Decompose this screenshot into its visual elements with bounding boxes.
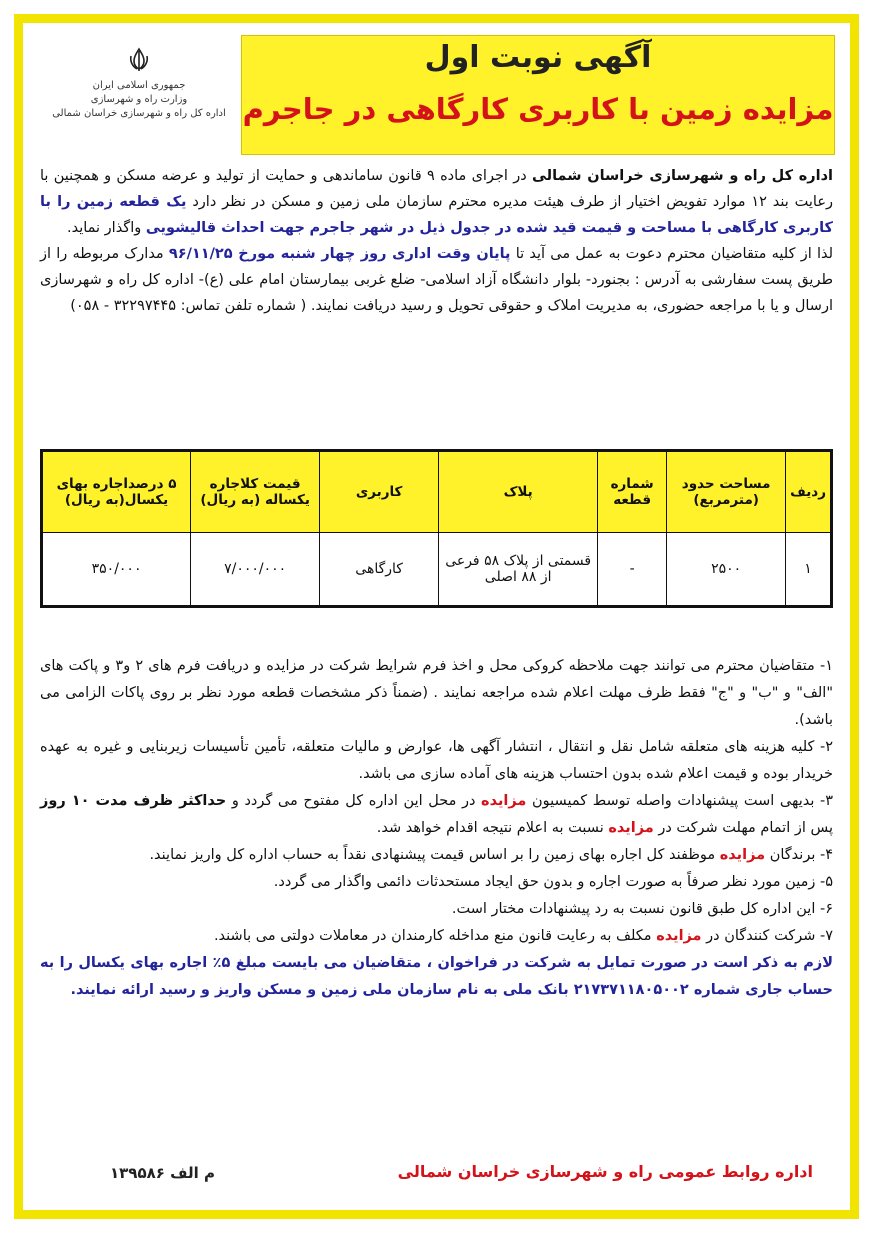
condition-7-a: ۷- شرکت کنندگان در bbox=[706, 928, 833, 944]
condition-2: ۲- کلیه هزینه های متعلقه شامل نقل و انتقال ، انتشار آگهی ها، عوارض و مالیات متعلقه، تأمین تأسیسات زیربنایی و غیره به عهده خریدار بوده و قیمت اعلام شده بدون احتساب هزینه های آماده سازی می باشد. bbox=[40, 739, 833, 782]
auction-word: مزایده bbox=[481, 793, 527, 809]
cell-parcel-number: - bbox=[598, 533, 667, 607]
intro-p1: در اجرای ماده ۹ قانون ساماندهی و حمایت از تولید و عرضه مسکن و همچنین با رعایت بند ۱۲ موارد تفویض اختیار از طرف هیئت مدیره محترم سازمان ملی زمین و مسکن در نظر دارد bbox=[40, 168, 833, 210]
advert-content bbox=[34, 31, 839, 1202]
table-row bbox=[42, 533, 832, 607]
intro-org: اداره کل راه و شهرسازی خراسان شمالی bbox=[531, 168, 833, 184]
cell-plaque: قسمتی از پلاک ۵۸ فرعی از ۸۸ اصلی bbox=[439, 533, 598, 607]
condition-7-b: مکلف به رعایت قانون منع مداخله کارمندان در معاملات دولتی می باشند. bbox=[213, 928, 652, 944]
notice-round-title: آگهی نوبت اول bbox=[424, 40, 652, 75]
cell-five-percent: ۳۵۰/۰۰۰ bbox=[42, 533, 191, 607]
condition-4-a: ۴- برندگان bbox=[769, 847, 833, 863]
col-usage: کاربری bbox=[320, 451, 439, 533]
condition-6: ۶- این اداره کل طبق قانون نسبت به رد پیشنهادات مختار است. bbox=[451, 901, 833, 917]
col-parcel-number: شماره قطعه bbox=[598, 451, 667, 533]
cell-usage: کارگاهی bbox=[320, 533, 439, 607]
intro-p1-end: واگذار نماید. bbox=[66, 220, 142, 236]
col-row-number: ردیف bbox=[786, 451, 832, 533]
deposit-note bbox=[40, 950, 833, 1004]
logo-line-office: اداره کل راه و شهرسازی خراسان شمالی bbox=[52, 108, 226, 119]
col-annual-rent: قیمت کلاجاره یکساله (به ریال) bbox=[191, 451, 320, 533]
condition-1: ۱- متقاضیان محترم می توانند جهت ملاحظه کروکی محل و اخذ فرم شرایط شرکت در مزایده و دریافت فرم های ۲ و۳ و پاکت های "الف" و "ب" و "ج" فقط ظرف مهلت اعلام شده مراجعه نمایند . (ضمناً ذکر مشخصات قطعه مورد نظر بر روی پاکات الزامی می باشد). bbox=[40, 658, 833, 728]
auction-word: مزایده bbox=[719, 847, 766, 863]
condition-3-b: در محل این اداره کل مفتوح می گردد و bbox=[231, 793, 476, 809]
intro-highlight: یک قطعه زمین را با کاربری کارگاهی با مساحت و قیمت قید شده در جدول ذیل در شهر جاجرم bbox=[40, 194, 833, 236]
logo-line-ministry: وزارت راه و شهرسازی bbox=[90, 94, 188, 105]
cell-area: ۲۵۰۰ bbox=[667, 533, 786, 607]
deadline-text: پایان وقت اداری روز چهار شنبه مورخ ۹۶/۱۱/۲۵ bbox=[168, 246, 511, 262]
cell-row-number: ۱ bbox=[786, 533, 832, 607]
auction-title: مزایده زمین با کاربری کارگاهی در جاجرم bbox=[242, 92, 834, 126]
advert-frame bbox=[14, 14, 859, 1219]
logo-line-country: جمهوری اسلامی ایران bbox=[92, 80, 186, 91]
deposit-note-a: لازم به ذکر است در صورت تمایل به شرکت در فراخوان ، متقاضیان می بایست مبلغ ۵٪ اجاره بهای یکسال را به حساب جاری شماره bbox=[40, 955, 833, 998]
footer-organization: اداره روابط عمومی راه و شهرسازی خراسان شمالی bbox=[397, 1162, 813, 1181]
title-banner bbox=[241, 35, 835, 155]
condition-3 bbox=[40, 788, 833, 842]
condition-3-a: ۳- بدیهی است پیشنهادات واصله توسط کمیسیون bbox=[532, 793, 834, 809]
condition-3-c: پس از اتمام مهلت شرکت در bbox=[658, 820, 833, 836]
iran-emblem-icon bbox=[126, 47, 152, 73]
intro-p2-rest: مدارک مربوطه را از طریق پست سفارشی به آدرس : بجنورد- بلوار دانشگاه آزاد اسلامی- ضلع غربی بیمارستان امام علی (ع)- اداره کل راه و شهرسازی ارسال و یا با مراجعه حضوری، به مدیریت املاک و حقوقی تحویل و رسید دریافت نمایند. ( شماره تلفن تماس: ۳۲۲۹۷۴۴۵ - ۰۵۸) bbox=[40, 246, 833, 314]
col-five-percent: ۵ درصداجاره بهای یکسال(به ریال) bbox=[42, 451, 191, 533]
footer bbox=[40, 1162, 833, 1192]
condition-3-d: نسبت به اعلام نتیجه اقدام خواهد شد. bbox=[376, 820, 604, 836]
intro-text bbox=[40, 163, 833, 319]
condition-3-deadline: حداکثر ظرف مدت ۱۰ روز bbox=[40, 793, 227, 809]
ministry-logo bbox=[34, 47, 244, 151]
land-table bbox=[40, 449, 833, 608]
col-area: مساحت حدود (مترمربع) bbox=[667, 451, 786, 533]
conditions-list bbox=[40, 653, 833, 1004]
col-plaque: پلاک bbox=[439, 451, 598, 533]
table-header-row bbox=[42, 451, 832, 533]
condition-4-b: موظفند کل اجاره بهای زمین را بر اساس قیمت پیشنهادی نقداً به حساب اداره کل واریز نمایند. bbox=[149, 847, 716, 863]
footer-code: م الف ۱۳۹۵۸۶ bbox=[110, 1164, 216, 1182]
condition-4 bbox=[40, 842, 833, 869]
auction-word: مزایده bbox=[608, 820, 654, 836]
intro-p2-start: لذا از کلیه متقاضیان محترم دعوت به عمل می آید تا bbox=[515, 246, 833, 262]
deposit-note-b: ۲۱۷۳۷۱۱۸۰۵۰۰۲ بانک ملی به نام سازمان ملی زمین و مسکن واریز و رسید ارائه نمایند. bbox=[70, 982, 689, 998]
cell-annual-rent: ۷/۰۰۰/۰۰۰ bbox=[191, 533, 320, 607]
auction-word: مزایده bbox=[656, 928, 702, 944]
condition-5: ۵- زمین مورد نظر صرفاً به صورت اجاره و بدون حق ایجاد مستحدثات دائمی واگذار می گردد. bbox=[273, 874, 833, 890]
intro-highlight-purpose: جهت احداث قالیشویی bbox=[145, 220, 305, 236]
condition-7 bbox=[40, 923, 833, 950]
